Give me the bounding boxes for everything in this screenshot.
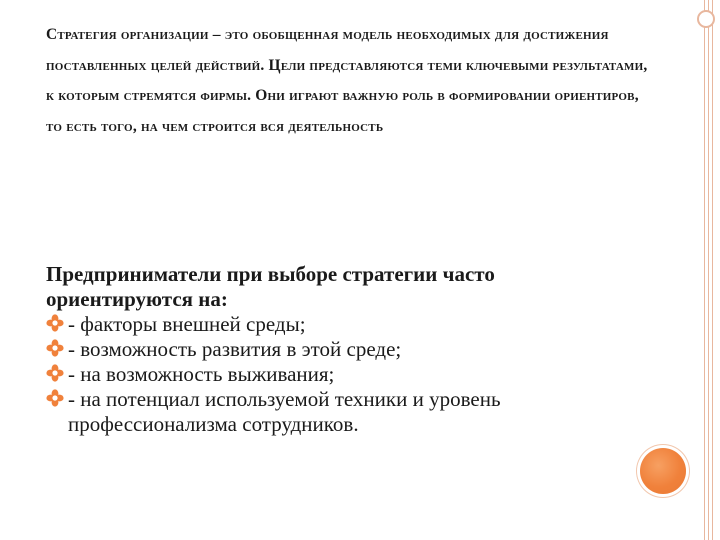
content-block xyxy=(46,262,636,437)
list-item-text: - на возможность выживания; xyxy=(68,362,335,386)
list-item-text: - на потенциал используемой техники и уровень профессионализма сотрудников. xyxy=(68,387,501,436)
list-item xyxy=(46,387,636,437)
list-item xyxy=(46,362,636,387)
decor-circle-orange xyxy=(640,448,686,494)
decor-circle-small xyxy=(697,10,715,28)
intro-text: Стратегия организации – это обобщенная модель необходимых для достижения поставленных целей действий. Цели представляются теми ключевыми результатами, к которым стремятся фирмы. Они играют важную роль в формировании ориентиров, то есть того, на чем строится вся деятельность xyxy=(46,26,648,135)
intro-paragraph xyxy=(46,20,656,142)
decor-line xyxy=(708,0,709,540)
flower-bullet-icon xyxy=(46,389,64,407)
list-item-text: - возможность развития в этой среде; xyxy=(68,337,402,361)
list-item-text: - факторы внешней среды; xyxy=(68,312,306,336)
lead-text: Предприниматели при выборе стратегии часто ориентируются на: xyxy=(46,262,495,311)
flower-bullet-icon xyxy=(46,364,64,382)
flower-bullet-icon xyxy=(46,339,64,357)
bullet-list xyxy=(46,312,636,437)
list-item xyxy=(46,337,636,362)
decor-line xyxy=(712,0,713,540)
list-item xyxy=(46,312,636,337)
flower-bullet-icon xyxy=(46,314,64,332)
decor-line xyxy=(704,0,705,540)
